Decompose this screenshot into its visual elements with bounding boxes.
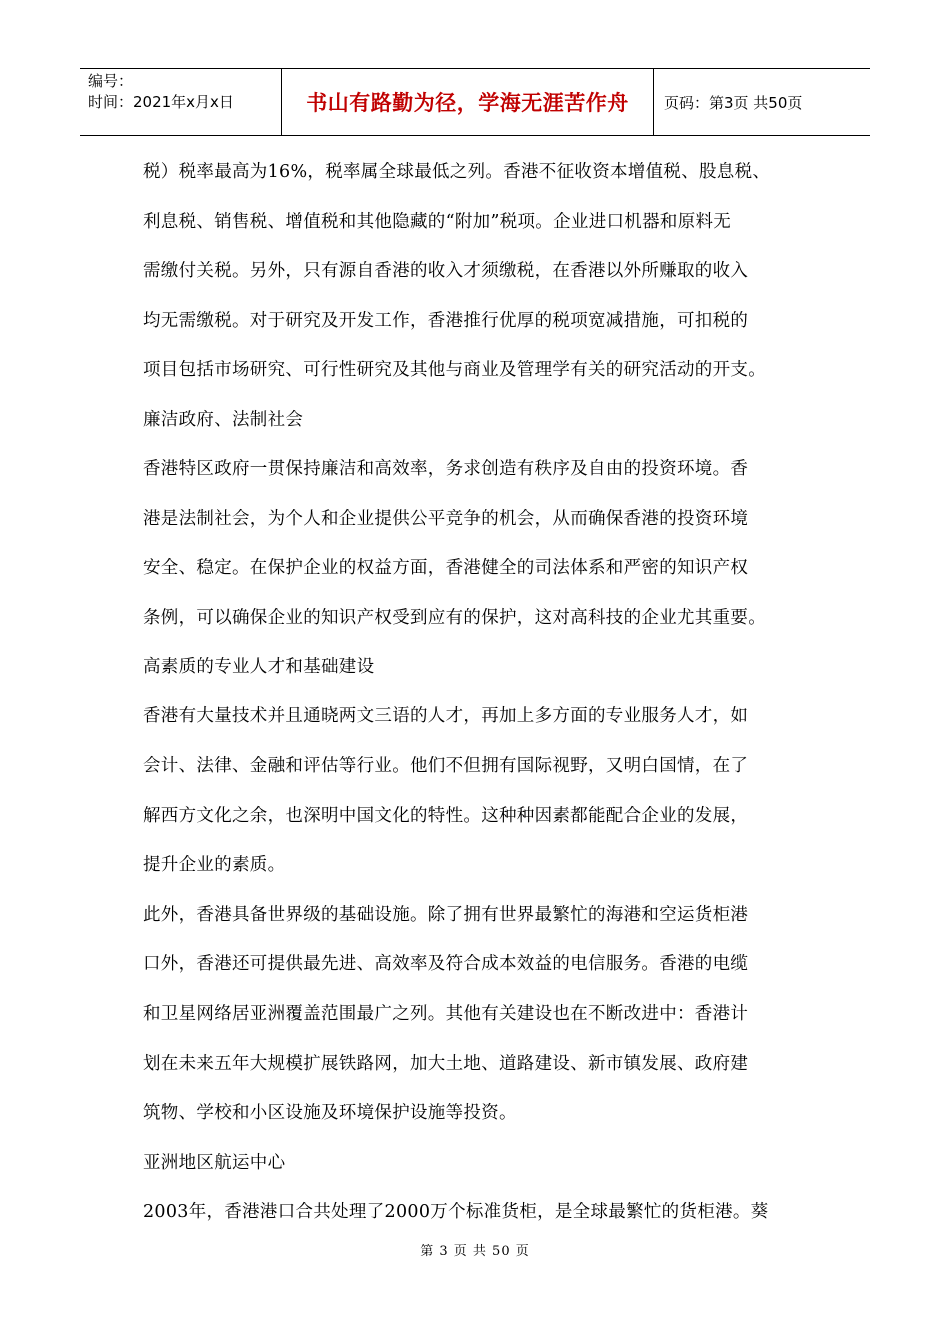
body-line: 提升企业的素质。	[143, 855, 286, 876]
body-line: 项目包括市场研究、可行性研究及其他与商业及管理学有关的研究活动的开支。	[143, 360, 766, 381]
body-line: 划在未来五年大规模扩展铁路网，加大土地、道路建设、新市镇发展、政府建	[143, 1053, 749, 1074]
body-line: 香港有大量技术并且通晓两文三语的人才，再加上多方面的专业服务人才，如	[143, 706, 749, 727]
section-heading: 亚洲地区航运中心	[143, 1152, 286, 1173]
body-line: 此外，香港具备世界级的基础设施。除了拥有世界最繁忙的海港和空运货柜港	[143, 904, 749, 925]
document-time-label: 时间：2021年x月x日	[88, 93, 234, 111]
body-line: 会计、法律、金融和评估等行业。他们不但拥有国际视野，又明白国情，在了	[143, 755, 749, 776]
header-meta	[80, 69, 282, 135]
body-line: 解西方文化之余，也深明中国文化的特性。这种种因素都能配合企业的发展，	[143, 805, 749, 826]
section-heading: 高素质的专业人才和基础建设	[143, 657, 375, 678]
header-motto: 书山有路勤为径，学海无涯苦作舟	[282, 69, 654, 135]
body-line: 筑物、学校和小区设施及环境保护设施等投资。	[143, 1103, 517, 1124]
body-line: 港是法制社会，为个人和企业提供公平竞争的机会，从而确保香港的投资环境	[143, 508, 749, 529]
body-line: 安全、稳定。在保护企业的权益方面，香港健全的司法体系和严密的知识产权	[143, 558, 749, 579]
page-header	[80, 68, 870, 136]
header-page-info: 页码：第3页 共50页	[664, 93, 803, 112]
page-footer: 第 3 页 共 50 页	[420, 1244, 530, 1259]
body-line: 需缴付关税。另外，只有源自香港的收入才须缴税，在香港以外所赚取的收入	[143, 261, 749, 282]
document-number-label: 编号：	[88, 72, 134, 90]
body-line: 和卫星网络居亚洲覆盖范围最广之列。其他有关建设也在不断改进中：香港计	[143, 1003, 749, 1024]
body-line: 香港特区政府一贯保持廉洁和高效率，务求创造有秩序及自由的投资环境。香	[143, 458, 749, 479]
body-line: 口外，香港还可提供最先进、高效率及符合成本效益的电信服务。香港的电缆	[143, 954, 749, 975]
document-body	[143, 148, 813, 1237]
body-line: 利息税、销售税、增值税和其他隐藏的“附加”税项。企业进口机器和原料无	[143, 211, 732, 232]
body-line: 2003年，香港港口合共处理了2000万个标准货柜，是全球最繁忙的货柜港。葵	[143, 1201, 769, 1222]
body-line: 税）税率最高为16%，税率属全球最低之列。香港不征收资本增值税、股息税、	[143, 162, 771, 182]
body-line: 均无需缴税。对于研究及开发工作，香港推行优厚的税项宽减措施，可扣税的	[143, 310, 749, 331]
section-heading: 廉洁政府、法制社会	[143, 409, 304, 430]
body-line: 条例，可以确保企业的知识产权受到应有的保护，这对高科技的企业尤其重要。	[143, 607, 766, 628]
